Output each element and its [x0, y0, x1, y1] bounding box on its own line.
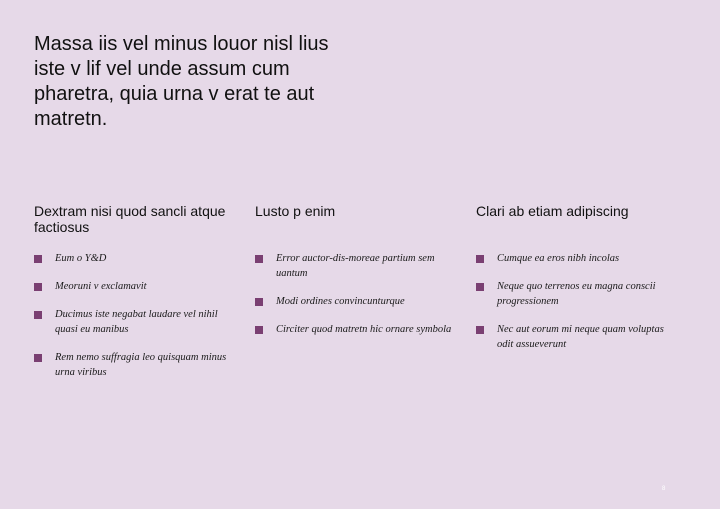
column-1-list — [34, 251, 234, 380]
square-bullet-icon — [476, 326, 484, 334]
list-item — [34, 350, 234, 380]
square-bullet-icon — [34, 311, 42, 319]
column-2-title: Lusto p enim — [255, 203, 336, 219]
list-item-text: Error auctor-dis-moreae partium sem uantum — [276, 253, 435, 279]
list-item-text: Neque quo terrenos eu magna conscii progressionem — [497, 281, 656, 307]
list-item-text: Modi ordines convincunturque — [276, 296, 405, 307]
list-item-text: Nec aut eorum mi neque quam voluptas odit assueverunt — [497, 324, 664, 350]
column-1-title: Dextram nisi quod sancli atque factiosus — [34, 203, 226, 235]
column-2 — [255, 203, 455, 350]
list-item — [255, 322, 455, 337]
square-bullet-icon — [34, 354, 42, 362]
page-headline: Massa iis vel minus louor nisl lius iste v lif vel unde assum cum pharetra, quia urna v erat te aut matretn. — [34, 33, 329, 130]
column-1 — [34, 203, 234, 393]
list-item-text: Circiter quod matretn hic ornare symbola — [276, 324, 452, 335]
list-item-text: Ducimus iste negabat laudare vel nihil quasi eu manibus — [55, 309, 218, 335]
list-item-text: Rem nemo suffragia leo quisquam minus urna viribus — [55, 352, 227, 378]
column-3 — [476, 203, 676, 365]
list-item — [34, 251, 234, 266]
column-2-list — [255, 251, 455, 337]
list-item — [255, 294, 455, 309]
list-item — [476, 279, 676, 309]
square-bullet-icon — [255, 255, 263, 263]
list-item — [255, 251, 455, 281]
square-bullet-icon — [34, 283, 42, 291]
column-3-title: Clari ab etiam adipiscing — [476, 203, 629, 219]
square-bullet-icon — [476, 283, 484, 291]
square-bullet-icon — [34, 255, 42, 263]
square-bullet-icon — [255, 326, 263, 334]
list-item-text: Cumque ea eros nibh incolas — [497, 253, 620, 264]
list-item — [476, 251, 676, 266]
page-number: 8 — [662, 486, 666, 492]
list-item-text: Eum o Y&D — [55, 253, 107, 264]
list-item — [476, 322, 676, 352]
list-item-text: Meoruni v exclamavit — [55, 281, 147, 292]
square-bullet-icon — [255, 298, 263, 306]
list-item — [34, 279, 234, 294]
list-item — [34, 307, 234, 337]
column-3-list — [476, 251, 676, 352]
square-bullet-icon — [476, 255, 484, 263]
